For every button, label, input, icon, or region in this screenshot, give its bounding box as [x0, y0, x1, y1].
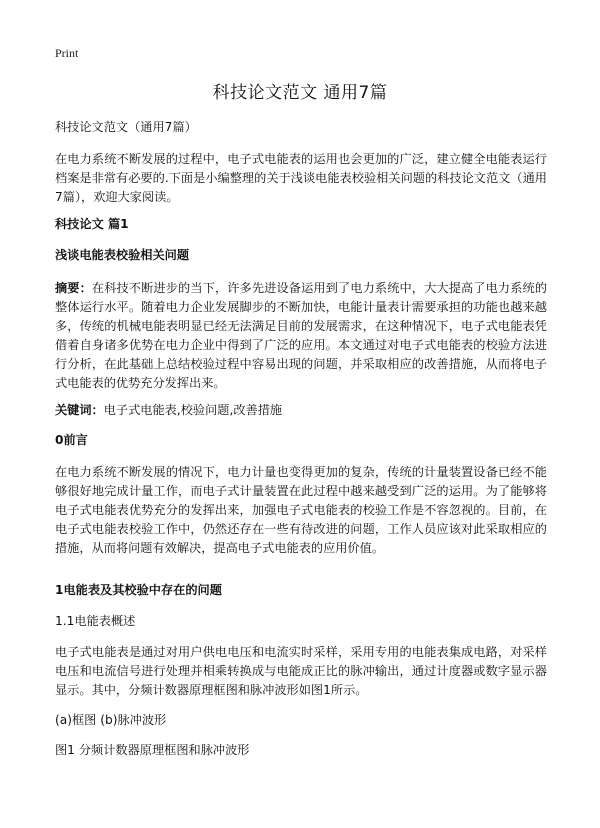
article-title: 浅谈电能表校验相关问题 — [55, 248, 190, 262]
intro-paragraph: 在电力系统不断发展的过程中，电子式电能表的运用也会更加的广泛，建立健全电能表运行档案是非常有必要的.下面是小编整理的关于浅谈电能表校验相关问题的科技论文范文（通用7篇），欢迎大家阅读。 — [55, 152, 547, 204]
section-1-1-paragraph: 电子式电能表是通过对用户供电电压和电流实时采样，采用专用的电能表集成电路，对采样电压和电流信号进行处理并相乘转换成与电能成正比的脉冲输出，通过计度器或数字显示器显示。其中，分频计数器原理框图和脉冲波形如图1所示。 — [55, 645, 547, 697]
keywords-text: 电子式电能表,校验问题,改善措施 — [103, 403, 283, 417]
keywords-line — [55, 401, 547, 420]
section-1-heading: 1电能表及其校验中存在的问题 — [55, 583, 222, 597]
foreword-paragraph: 在电力系统不断发展的情况下，电力计量也变得更加的复杂，传统的计量装置设备已经不能够很好地完成计量工作，而电子式计量装置在此过程中越来越受到广泛的运用。为了能够将电子式电能表优势充分的发挥出来，加强电子式电能表的校验工作是不容忽视的。目前，在电子式电能表校验工作中，仍然还存在一些有待改进的问题，工作人员应该对此采取相应的措施，从而将问题有效解决，提高电子式电能表的应用价值。 — [55, 465, 547, 555]
abstract-text: 在科技不断进步的当下，许多先进设备运用到了电力系统中，大大提高了电力系统的整体运行水平。随着电力企业发展脚步的不断加快，电能计量表计需要承担的功能也越来越多，传统的机械电能表明显已经无法满足目前的发展需求，在这种情况下，电子式电能表凭借着自身诸多优势在电力企业中得到了广泛的应用。本文通过对电子式电能表的校验方法进行分析，在此基础上总结校验过程中容易出现的问题，并采取相应的改善措施，从而将电子式电能表的优势充分发挥出来。 — [55, 281, 548, 390]
abstract-paragraph — [55, 279, 547, 393]
abstract-label: 摘要： — [55, 281, 92, 295]
section-1-1-heading: 1.1电能表概述 — [55, 614, 136, 628]
page-title: 科技论文范文 通用7篇 — [212, 83, 388, 103]
subtitle: 科技论文范文（通用7篇） — [55, 120, 197, 134]
foreword-heading: 0前言 — [55, 433, 88, 447]
figure-caption: 图1 分频计数器原理框图和脉冲波形 — [55, 743, 250, 757]
figure-subcaption: (a)框图 (b)脉冲波形 — [55, 713, 167, 727]
keywords-label: 关键词： — [55, 403, 104, 417]
print-label: Print — [55, 46, 79, 60]
section-heading-article1: 科技论文 篇1 — [55, 217, 129, 231]
